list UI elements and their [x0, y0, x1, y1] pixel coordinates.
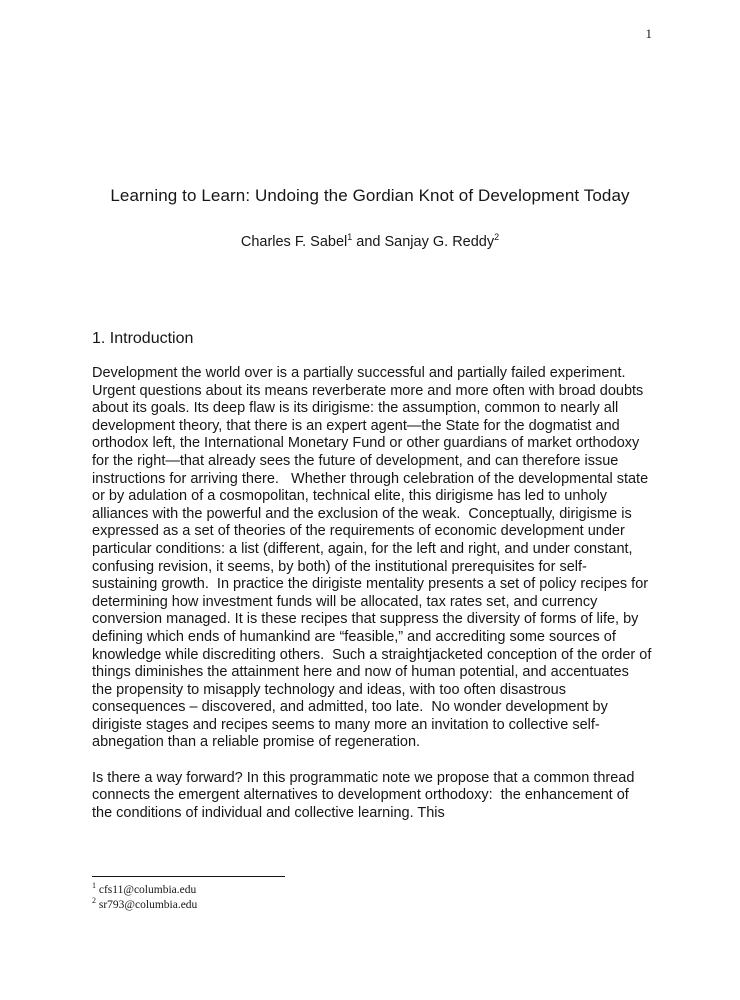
paper-title: Learning to Learn: Undoing the Gordian Knot of Development Today: [110, 186, 630, 205]
footnote: [92, 898, 652, 913]
author-1-name: Charles F. Sabel: [240, 234, 348, 250]
author-2-footnote-ref: 2: [494, 232, 500, 243]
byline-connector: and: [352, 234, 385, 250]
author-2-name: Sanjay G. Reddy: [384, 234, 495, 250]
footnote-separator: [92, 876, 285, 877]
footnote-text: cfs11@columbia.edu: [98, 884, 197, 896]
body-text: [92, 365, 656, 822]
footnote: [92, 883, 652, 898]
paragraph: Is there a way forward? In this programmatic note we propose that a common thread connects the emergent alternatives to development orthodoxy: the enhancement of the conditions of individual and collective learning. This: [92, 769, 639, 821]
paragraph: Development the world over is a partially successful and partially failed experiment. Urgent questions about its means reverberate more and more often with broad doubts about its goals. Its deep flaw is its dirigisme: the assumption, common to nearly all development theory, that there is an expert agent—the State for the dogmatist and orthodox left, the International Monetary Fund or other guardians of market orthodoxy for the right—that already sees the future of development, and can therefore issue instructions for arriving there. Whether through celebration of the developmental state or by adulation of a cosmopolitan, technical elite, this dirigisme has led to unholy alliances with the powerful and the exclusion of the weak. Conceptually, dirigisme is expressed as a set of theories of the requirements of economic development under particular conditions: a list (different, again, for the left and right, and under constant, confusing revision, it seems, by both) of the institutional prerequisites for self-sustaining growth. In practice the dirigiste mentality presents a set of policy recipes for determining how investment funds will be allocated, tax rates set, and currency conversion managed. It is these recipes that suppress the diversity of forms of life, by defining which ends of humankind are “feasible,” and accrediting some sources of knowledge while discrediting others. Such a straightjacketed conception of the order of things diminishes the attainment here and now of human potential, and accentuates the propensity to misapply technology and ideas, with too often disastrous consequences – discovered, and admitted, too late. No wonder development by dirigiste stages and recipes seems to many more an invitation to collective self-abnegation than a reliable promise of regeneration.: [92, 365, 656, 751]
author-byline: [0, 234, 740, 250]
section-heading-introduction: 1. Introduction: [92, 330, 194, 347]
footnote-area: [92, 876, 652, 913]
footnote-marker: 2: [92, 896, 96, 906]
footnote-text: sr793@columbia.edu: [98, 899, 198, 911]
footnote-marker: 1: [92, 881, 96, 891]
author-1-footnote-ref: 1: [347, 232, 353, 243]
page-number: 1: [645, 26, 652, 41]
